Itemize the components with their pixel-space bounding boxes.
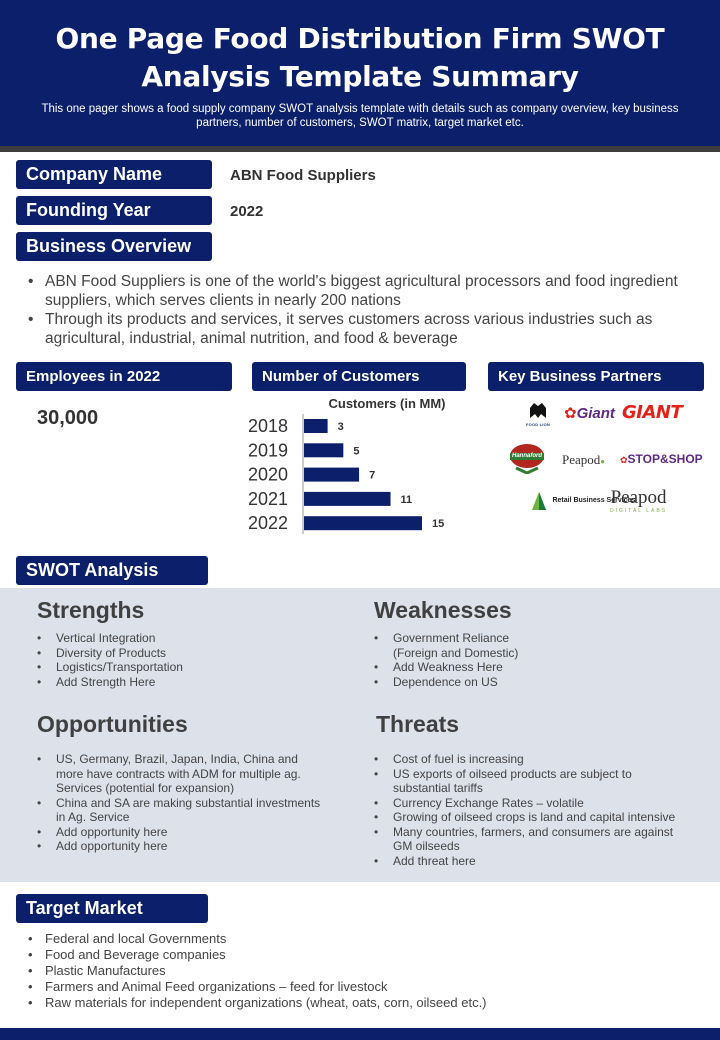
list-item: • Add opportunity here [37, 825, 327, 840]
employees-value: 30,000 [37, 407, 99, 429]
strengths-title: Strengths [37, 597, 145, 623]
target-market-label: Target Market [16, 894, 208, 923]
list-item: • Diversity of Products [37, 646, 347, 661]
chart-category-label: 2022 [247, 513, 288, 534]
customers-label: Number of Customers [252, 362, 466, 391]
rbs-mark-icon [530, 490, 548, 512]
list-item: • Government Reliance (Foreign and Domestic) [374, 631, 544, 660]
chart-bar [304, 443, 343, 457]
list-item: • Currency Exchange Rates – volatile [374, 796, 690, 811]
threats-list [374, 752, 690, 868]
list-item: • Add opportunity here [37, 839, 327, 854]
founding-year-value: 2022 [230, 203, 264, 220]
swot-analysis-label: SWOT Analysis [16, 556, 208, 585]
hannaford-logo: Hannaford [506, 442, 548, 474]
founding-year-label: Founding Year [16, 196, 212, 225]
list-item: • US, Germany, Brazil, Japan, India, China and more have contracts with ADM for multiple ag. Services (potential for expansion) [37, 752, 327, 796]
company-name-value: ABN Food Suppliers [230, 167, 376, 184]
lion-icon [527, 400, 549, 422]
partners-logos [500, 396, 703, 536]
peapod-digital-labs-logo: Peapod DIGITAL LABS [610, 487, 668, 514]
business-overview-list [28, 272, 688, 348]
chart-data-label: 11 [400, 493, 413, 506]
list-item: • Raw materials for independent organizations (wheat, oats, corn, oilseed etc.) [28, 995, 688, 1011]
opportunities-title: Opportunities [37, 711, 188, 737]
chart-title: Customers (in MM) [328, 396, 446, 411]
partners-label: Key Business Partners [488, 362, 704, 391]
company-name-label: Company Name [16, 160, 212, 189]
header-divider [0, 146, 720, 152]
list-item: • Food and Beverage companies [28, 947, 688, 963]
retail-business-services-logo: Retail Business Services [530, 490, 604, 512]
list-item: • Many countries, farmers, and consumers are against GM oilseeds [374, 825, 690, 854]
chart-data-label: 3 [337, 421, 344, 433]
stop-and-shop-logo: ✿STOP&SHOP [620, 452, 703, 466]
target-market-list [28, 931, 688, 1011]
list-item: • Dependence on US [374, 675, 544, 690]
list-item: • Cost of fuel is increasing [374, 752, 690, 767]
chart-data-label: 5 [353, 445, 360, 458]
food-lion-logo: FOOD LION [526, 400, 550, 427]
list-item: • Add Strength Here [37, 675, 347, 690]
page-subtitle: This one pager shows a food supply company SWOT analysis template with details such as company overview, key business partners, number of customers, SWOT matrix, target market etc. [41, 103, 679, 129]
strengths-list [37, 631, 347, 689]
giant-logo: GIANT [622, 402, 683, 423]
list-item: • China and SA are making substantial investments in Ag. Service [37, 796, 327, 825]
list-item: • Farmers and Animal Feed organizations – feed for livestock [28, 979, 688, 995]
chart-bar [304, 419, 328, 433]
chart-category-label: 2019 [247, 440, 288, 461]
list-item: • US exports of oilseed products are subject to substantial tariffs [374, 767, 690, 796]
weaknesses-list [374, 631, 544, 689]
chart-bar [304, 516, 422, 530]
chart-bar [304, 492, 391, 506]
list-item: • Growing of oilseed crops is land and capital intensive [374, 810, 690, 825]
list-item: • ABN Food Suppliers is one of the world's biggest agricultural processors and food ingredient suppliers, which serves clients in nearly 200 nations [28, 272, 688, 310]
list-item: • Vertical Integration [37, 631, 347, 646]
chart-data-label: 15 [432, 518, 445, 531]
opportunities-list [37, 752, 327, 854]
chart-data-label: 7 [369, 469, 376, 482]
employees-label: Employees in 2022 [16, 362, 232, 391]
list-item: • Logistics/Transportation [37, 660, 347, 675]
list-item: • Plastic Manufactures [28, 963, 688, 979]
chart-category-label: 2021 [247, 488, 288, 509]
page-title: One Page Food Distribution Firm SWOT Analysis Template Summary [55, 22, 665, 93]
peapod-logo: Peapod● [562, 452, 606, 467]
weaknesses-title: Weaknesses [374, 597, 512, 623]
threats-title: Threats [376, 711, 460, 737]
business-overview-label: Business Overview [16, 232, 212, 261]
footer-bar [0, 1028, 720, 1040]
chart-category-label: 2018 [247, 416, 288, 436]
chart-bar [304, 468, 359, 482]
customers-bar-chart [240, 392, 464, 537]
list-item: • Federal and local Governments [28, 931, 688, 947]
list-item: • Add Weakness Here [374, 660, 544, 675]
chart-category-label: 2020 [247, 464, 288, 485]
list-item: • Through its products and services, it serves customers across various industries such as agricultural, industrial, animal nutrition, and food & beverage [28, 310, 688, 348]
giant-script-logo: ✿Giant [564, 405, 615, 422]
header-banner [0, 0, 720, 146]
list-item: • Add threat here [374, 854, 690, 869]
